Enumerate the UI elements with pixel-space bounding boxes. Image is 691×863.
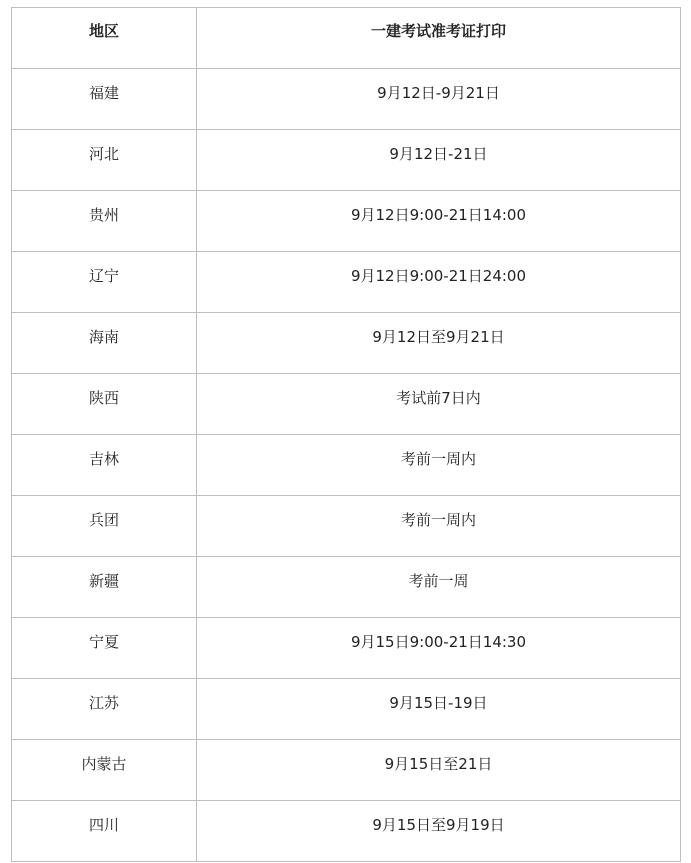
- region-cell-text: 辽宁: [88, 267, 119, 285]
- table-row: [12, 435, 681, 496]
- region-cell-text: 兵团: [88, 511, 119, 529]
- table-row: [12, 618, 681, 679]
- region-cell-text: 内蒙古: [81, 755, 127, 773]
- region-cell: [12, 313, 197, 374]
- table-row: [12, 130, 681, 191]
- region-cell-text: 贵州: [88, 206, 119, 224]
- region-cell-text: 陕西: [88, 389, 119, 407]
- print-date-cell: [197, 435, 681, 496]
- table-row: [12, 252, 681, 313]
- print-date-cell-text: 9月12日至9月21日: [372, 328, 505, 346]
- region-cell-text: 宁夏: [88, 633, 119, 651]
- print-date-cell-text: 9月15日至21日: [384, 755, 493, 773]
- table-row: [12, 740, 681, 801]
- region-cell: [12, 740, 197, 801]
- print-date-cell-text: 9月12日-9月21日: [377, 84, 500, 102]
- region-cell: [12, 496, 197, 557]
- print-date-cell: [197, 252, 681, 313]
- table-row: [12, 69, 681, 130]
- print-date-cell-text: 考前一周: [408, 572, 469, 590]
- print-date-cell: [197, 740, 681, 801]
- table-row: [12, 557, 681, 618]
- region-cell-text: 河北: [88, 145, 119, 163]
- region-cell-text: 福建: [88, 84, 119, 102]
- print-date-cell-text: 9月12日-21日: [389, 145, 488, 163]
- table-row: [12, 679, 681, 740]
- region-cell: [12, 435, 197, 496]
- print-schedule-table-container: [11, 7, 681, 862]
- print-date-cell: [197, 679, 681, 740]
- print-date-cell-text: 考试前7日内: [396, 389, 481, 407]
- table-row: [12, 801, 681, 862]
- print-date-cell-text: 9月15日至9月19日: [372, 816, 505, 834]
- print-date-cell: [197, 496, 681, 557]
- region-cell: [12, 252, 197, 313]
- print-date-cell: [197, 313, 681, 374]
- region-cell-text: 江苏: [88, 694, 119, 712]
- region-cell-text: 吉林: [88, 450, 119, 468]
- region-column-header-label: 地区: [88, 22, 119, 40]
- table-row: [12, 496, 681, 557]
- region-cell: [12, 679, 197, 740]
- print-date-column-header: [197, 8, 681, 69]
- region-cell: [12, 374, 197, 435]
- region-cell: [12, 801, 197, 862]
- print-date-cell-text: 9月12日9:00-21日14:00: [350, 206, 527, 224]
- print-date-cell: [197, 618, 681, 679]
- region-column-header: [12, 8, 197, 69]
- region-cell: [12, 69, 197, 130]
- print-date-cell: [197, 191, 681, 252]
- print-schedule-table: [11, 7, 681, 862]
- print-date-cell: [197, 801, 681, 862]
- table-row: [12, 374, 681, 435]
- region-cell-text: 新疆: [88, 572, 119, 590]
- print-date-cell-text: 9月12日9:00-21日24:00: [350, 267, 527, 285]
- region-cell: [12, 557, 197, 618]
- table-header-row: [12, 8, 681, 69]
- region-cell-text: 四川: [88, 816, 119, 834]
- print-date-cell: [197, 557, 681, 618]
- print-date-column-header-label: 一建考试准考证打印: [370, 22, 506, 40]
- print-date-cell-text: 9月15日-19日: [389, 694, 488, 712]
- table-row: [12, 191, 681, 252]
- region-cell: [12, 191, 197, 252]
- region-cell: [12, 130, 197, 191]
- region-cell-text: 海南: [88, 328, 119, 346]
- print-date-cell-text: 考前一周内: [400, 450, 476, 468]
- print-date-cell-text: 考前一周内: [400, 511, 476, 529]
- table-row: [12, 313, 681, 374]
- region-cell: [12, 618, 197, 679]
- print-date-cell-text: 9月15日9:00-21日14:30: [350, 633, 527, 651]
- print-date-cell: [197, 69, 681, 130]
- print-date-cell: [197, 374, 681, 435]
- print-date-cell: [197, 130, 681, 191]
